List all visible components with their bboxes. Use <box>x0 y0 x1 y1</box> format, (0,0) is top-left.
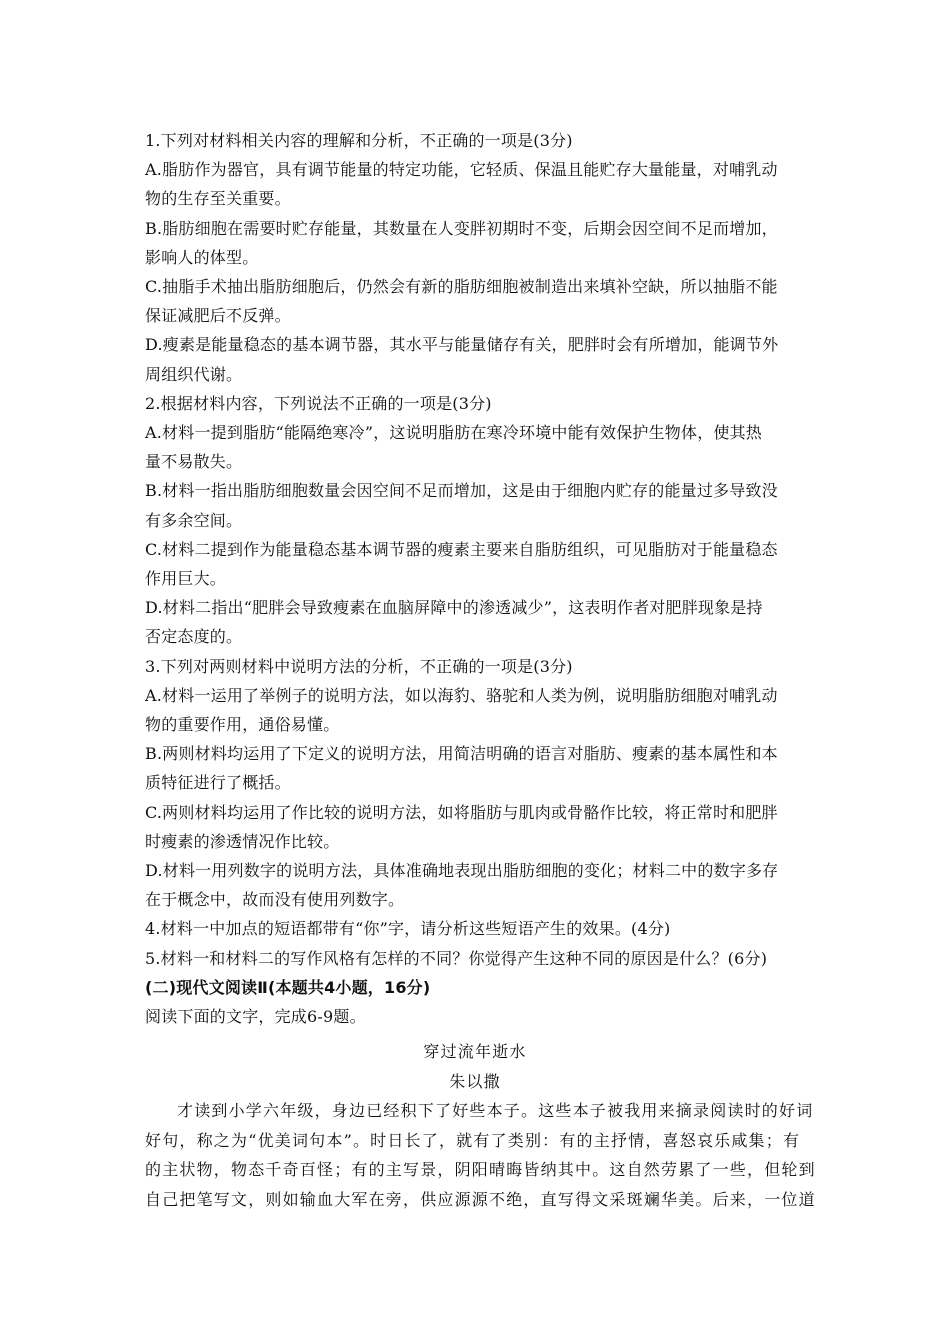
option-c <box>145 535 805 593</box>
option-line: 作用巨大。 <box>145 569 227 589</box>
option-a <box>145 155 805 213</box>
question-1 <box>145 126 805 389</box>
essay-author: 朱以撒 <box>449 1071 501 1091</box>
essay <box>145 1037 816 1214</box>
option-line: 物的重要作用，通俗易懂。 <box>145 715 340 735</box>
option-a <box>145 681 805 739</box>
question-stem: 2.根据材料内容，下列说法不正确的一项是(3分) <box>145 393 492 413</box>
essay-line: 自己把笔写文，则如输血大军在旁，供应源源不绝，直写得文采斑斓华美。后来，一位道 <box>145 1189 816 1209</box>
option-c <box>145 798 805 856</box>
option-line: 周组织代谢。 <box>145 364 243 384</box>
question-2 <box>145 389 805 652</box>
option-line: C.抽脂手术抽出脂肪细胞后，仍然会有新的脂肪细胞被制造出来填补空缺，所以抽脂不能 <box>145 277 778 297</box>
option-line: 时瘦素的渗透情况作比较。 <box>145 831 340 851</box>
option-d <box>145 856 805 914</box>
essay-line: 好句，称之为“优美词句本”。时日长了，就有了类别：有的主抒情，喜怒哀乐咸集；有 <box>145 1130 801 1150</box>
question-5: 5.材料一和材料二的写作风格有怎样的不同？你觉得产生这种不同的原因是什么？(6分) <box>145 948 768 968</box>
option-d <box>145 330 805 388</box>
section-instruction: 阅读下面的文字，完成6-9题。 <box>145 1007 366 1027</box>
option-line: 有多余空间。 <box>145 510 243 530</box>
essay-line: 才读到小学六年级，身边已经积下了好些本子。这些本子被我用来摘录阅读时的好词 <box>177 1101 814 1121</box>
option-line: 物的生存至关重要。 <box>145 189 291 209</box>
option-line: C.材料二提到作为能量稳态基本调节器的瘦素主要来自脂肪组织，可见脂肪对于能量稳态 <box>145 539 778 559</box>
option-line: A.材料一提到脂肪“能隔绝寒冷”，这说明脂肪在寒冷环境中能有效保护生物体，使其热 <box>145 423 763 443</box>
option-line: C.两则材料均运用了作比较的说明方法，如将脂肪与肌肉或骨骼作比较，将正常时和肥胖 <box>145 802 778 822</box>
option-line: D.材料一用列数字的说明方法，具体准确地表现出脂肪细胞的变化；材料二中的数字多存 <box>145 861 779 881</box>
option-line: 质特征进行了概括。 <box>145 773 291 793</box>
option-b <box>145 476 805 534</box>
option-line: B.材料一指出脂肪细胞数量会因空间不足而增加，这是由于细胞内贮存的能量过多导致没 <box>145 481 778 501</box>
question-stem: 3.下列对两则材料中说明方法的分析，不正确的一项是(3分) <box>145 656 573 676</box>
essay-line: 的主状物，物态千奇百怪；有的主写景，阴阳晴晦皆纳其中。这自然劳累了一些，但轮到 <box>145 1160 816 1180</box>
option-line: D.材料二指出“肥胖会导致瘦素在血脑屏障中的渗透减少”，这表明作者对肥胖现象是持 <box>145 598 763 618</box>
option-line: D.瘦素是能量稳态的基本调节器，其水平与能量储存有关，肥胖时会有所增加，能调节外 <box>145 335 779 355</box>
essay-title: 穿过流年逝水 <box>423 1042 527 1062</box>
option-line: A.材料一运用了举例子的说明方法，如以海豹、骆驼和人类为例，说明脂肪细胞对哺乳动 <box>145 685 778 705</box>
option-line: 在于概念中，故而没有使用列数字。 <box>145 890 405 910</box>
question-stem: 1.下列对材料相关内容的理解和分析，不正确的一项是(3分) <box>145 131 573 150</box>
option-line: B.脂肪细胞在需要时贮存能量，其数量在人变胖初期时不变，后期会因空间不足而增加， <box>145 218 778 238</box>
option-b <box>145 214 805 272</box>
option-line: 影响人的体型。 <box>145 247 259 267</box>
option-line: 保证减肥后不反弹。 <box>145 306 291 326</box>
question-4: 4.材料一中加点的短语都带有“你”字，请分析这些短语产生的效果。(4分) <box>145 919 671 939</box>
option-b <box>145 739 805 797</box>
section-heading: (二)现代文阅读Ⅱ(本题共4小题，16分) <box>145 977 431 997</box>
option-line: B.两则材料均运用了下定义的说明方法，用简洁明确的语言对脂肪、瘦素的基本属性和本 <box>145 744 778 764</box>
option-line: 否定态度的。 <box>145 627 243 647</box>
option-line: 量不易散失。 <box>145 452 243 472</box>
option-line: A.脂肪作为器官，具有调节能量的特定功能，它轻质、保温且能贮存大量能量，对哺乳动 <box>145 160 778 180</box>
option-d <box>145 593 805 651</box>
question-3 <box>145 652 805 915</box>
exam-page <box>145 126 816 1214</box>
option-c <box>145 272 805 330</box>
option-a <box>145 418 805 476</box>
